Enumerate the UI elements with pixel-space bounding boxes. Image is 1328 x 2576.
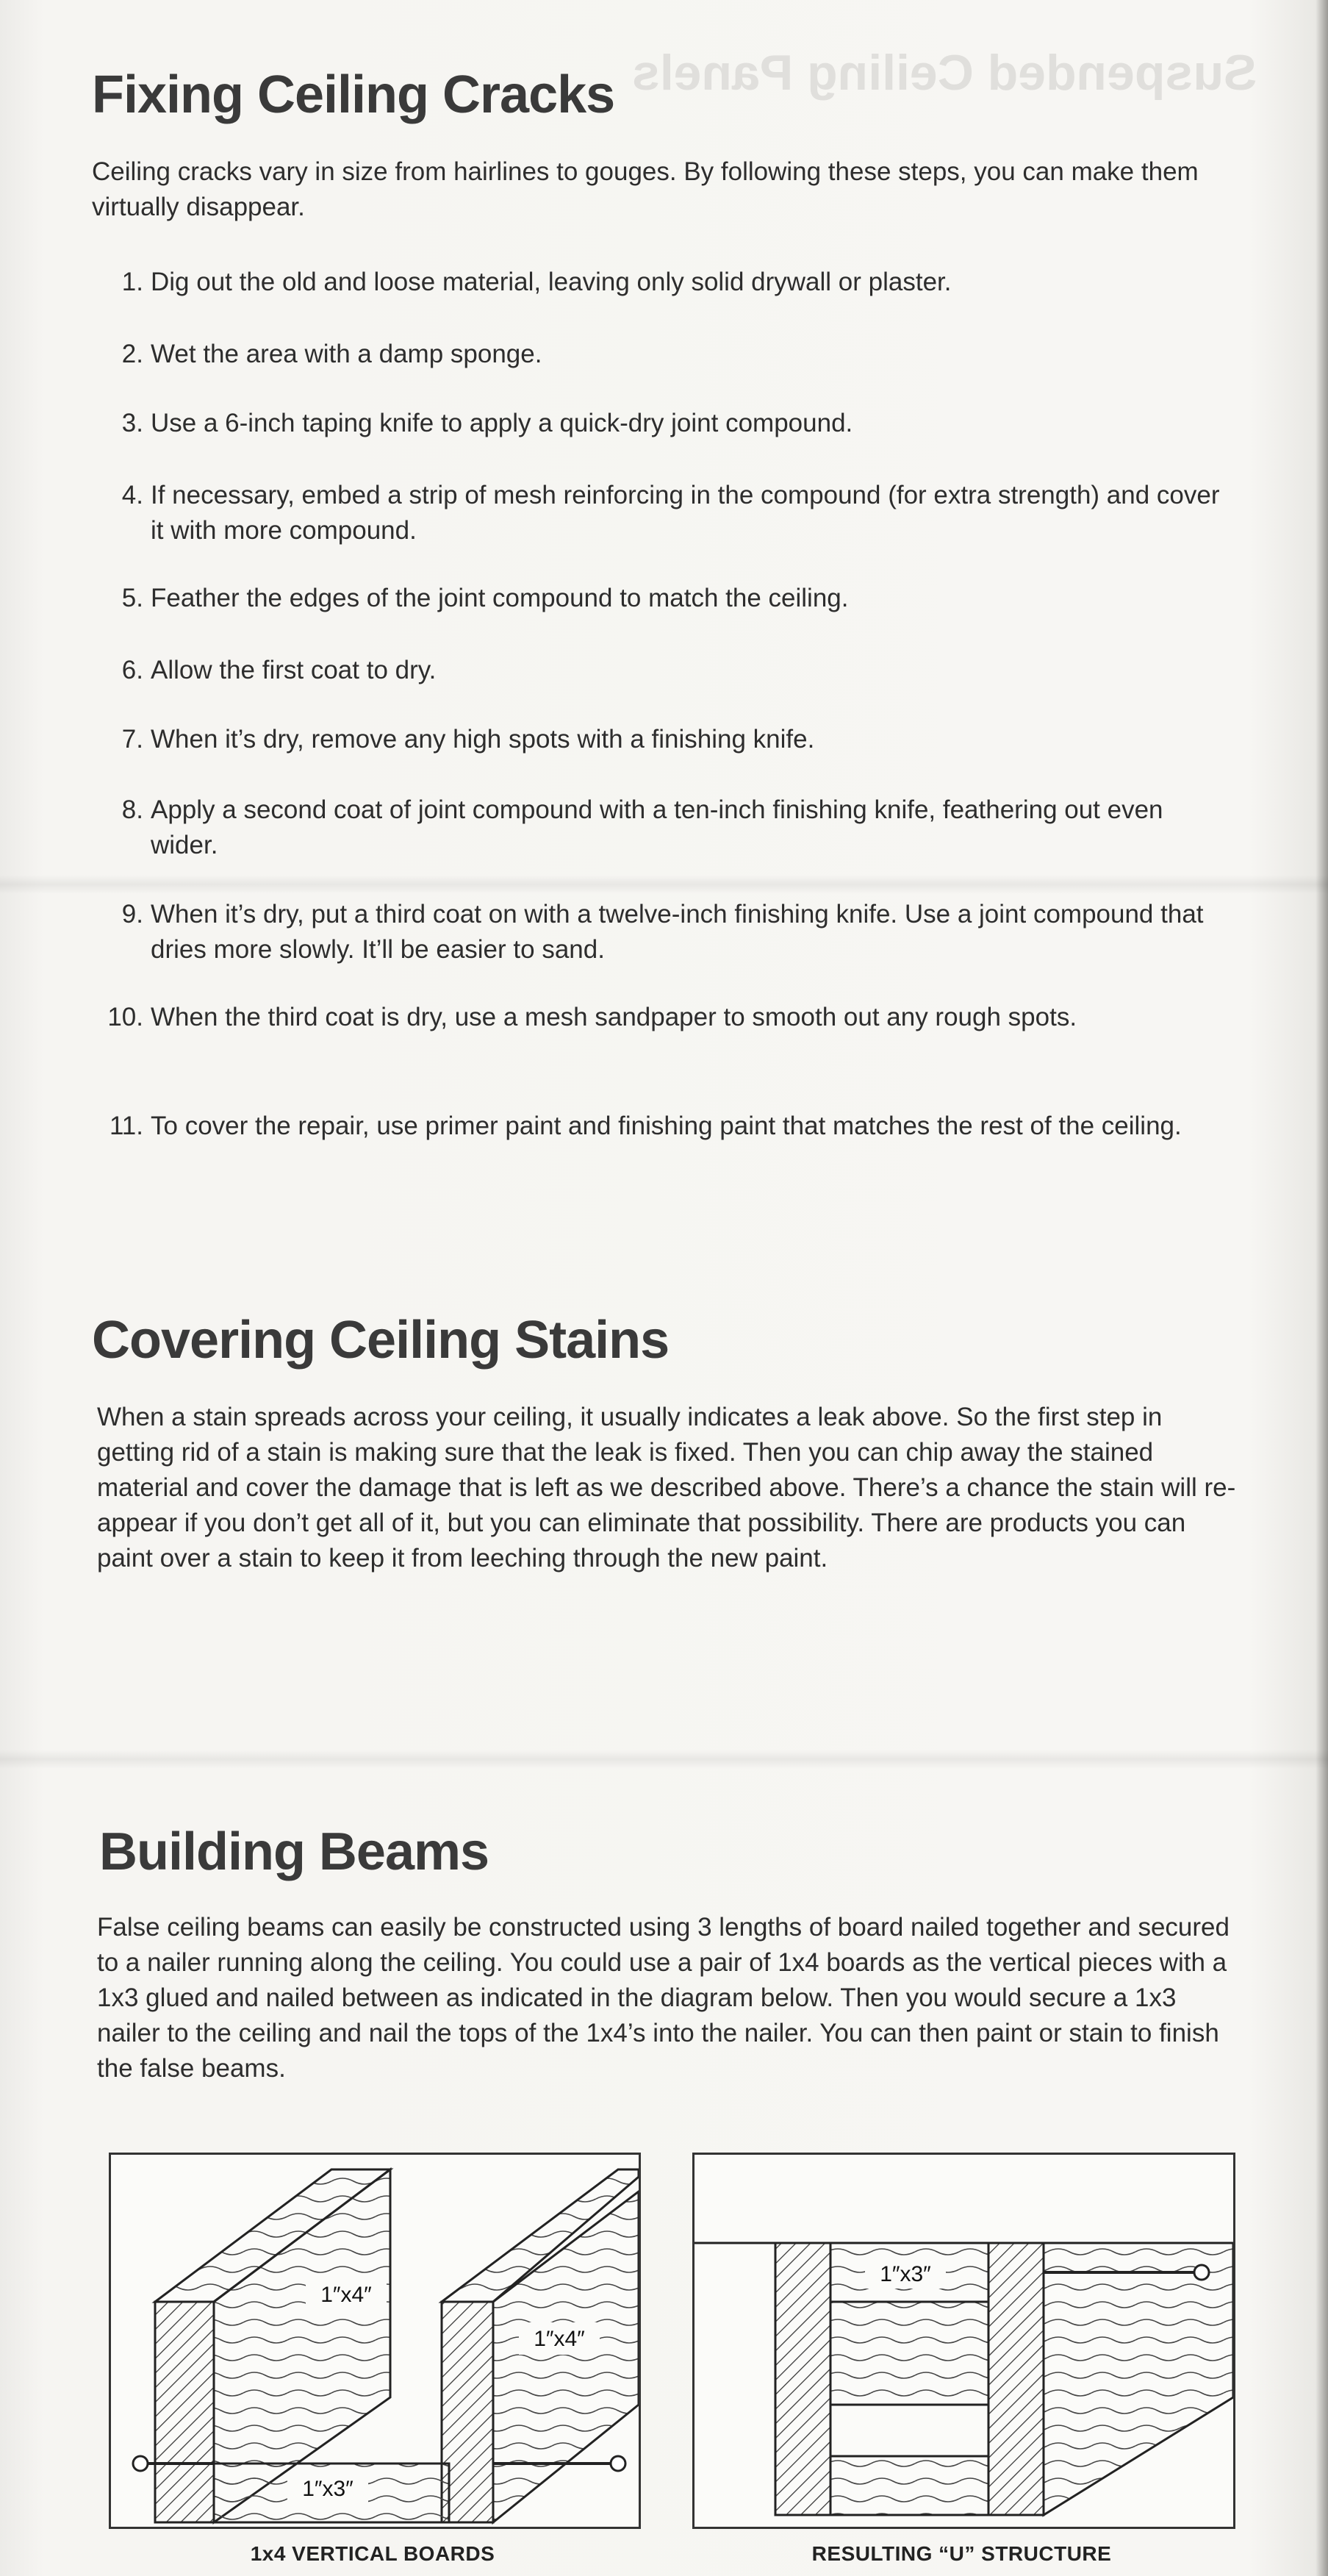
step-text: Feather the edges of the joint compound to match the ceiling.	[151, 584, 849, 612]
section-title: Covering Ceiling Stains	[92, 1311, 670, 1370]
step-item	[99, 1109, 1231, 1144]
step-item	[99, 406, 1231, 441]
step-text: Dig out the old and loose material, leaving only solid drywall or plaster.	[151, 268, 952, 296]
section-building-beams	[99, 1822, 1246, 1882]
step-number: 10.	[107, 1003, 143, 1031]
step-item	[99, 793, 1231, 863]
step-text: Wet the area with a damp sponge.	[151, 340, 542, 368]
step-item	[99, 478, 1231, 548]
label-1x3-nailer: 1″x3″	[880, 2262, 931, 2286]
step-text: If necessary, embed a strip of mesh reinforcing in the compound (for extra strength) and cover it with more compound.	[151, 481, 1220, 545]
label-1x4-right: 1″x4″	[534, 2327, 585, 2351]
step-item	[99, 897, 1231, 967]
beam-diagram-right	[694, 2155, 1233, 2527]
step-item	[99, 581, 1231, 616]
label-1x3: 1″x3″	[302, 2477, 353, 2501]
figure-vertical-boards	[109, 2153, 641, 2529]
figure-caption-right: RESULTING “U” STRUCTURE	[811, 2542, 1112, 2565]
label-1x4-left: 1″x4″	[320, 2283, 372, 2307]
figure-caption-left: 1x4 VERTICAL BOARDS	[250, 2542, 495, 2565]
section-fixing-cracks	[92, 65, 1238, 125]
step-text: Use a 6-inch taping knife to apply a quick-dry joint compound.	[151, 409, 853, 437]
step-text: To cover the repair, use primer paint and finishing paint that matches the rest of the ceiling.	[151, 1112, 1182, 1140]
step-item	[99, 337, 1231, 372]
bleed-through-heading: Suspended Ceiling Panels	[632, 45, 1257, 101]
step-item	[99, 265, 1231, 300]
fixing-intro	[92, 154, 1238, 225]
beams-paragraph: False ceiling beams can easily be constructed using 3 lengths of board nailed together and secured to a nailer running along the ceiling. You could use a pair of 1x4 boards as the vertical pieces with a 1x3 glued and nailed between as indicated in the diagram below. Then you would secure a 1x3 nailer to the ceiling and nail the tops of the 1x4’s into the nailer. You can then paint or stain to finish the false beams.	[97, 1913, 1230, 2083]
step-item	[99, 722, 1231, 757]
section-covering-stains	[92, 1310, 1238, 1370]
section-title: Fixing Ceiling Cracks	[92, 65, 615, 124]
step-text: When it’s dry, put a third coat on with a twelve-inch finishing knife. Use a joint compound that dries more slowly. It’ll be easier to sand.	[151, 900, 1204, 964]
step-text: Apply a second coat of joint compound with a ten-inch finishing knife, feathering out even wider.	[151, 795, 1163, 859]
step-item	[99, 653, 1231, 688]
step-number: 5.	[121, 584, 143, 612]
step-number: 1.	[121, 268, 143, 296]
beam-diagram-left	[111, 2155, 639, 2527]
step-number: 2.	[121, 340, 143, 368]
step-number: 4.	[121, 481, 143, 509]
fold-line	[0, 875, 1328, 894]
figure-u-structure	[692, 2153, 1235, 2529]
step-number: 6.	[121, 656, 143, 684]
section-title: Building Beams	[99, 1822, 489, 1881]
beams-body	[97, 1910, 1243, 2086]
step-text: Allow the first coat to dry.	[151, 656, 437, 684]
fold-line	[0, 1750, 1328, 1769]
step-text: When it’s dry, remove any high spots with a finishing knife.	[151, 725, 815, 754]
step-item	[99, 1000, 1231, 1035]
stains-body	[97, 1400, 1243, 1576]
step-number: 9.	[121, 900, 143, 929]
intro-paragraph: Ceiling cracks vary in size from hairlines to gouges. By following these steps, you can make them virtually disappear.	[92, 157, 1199, 221]
step-number: 11.	[109, 1112, 143, 1140]
stains-paragraph: When a stain spreads across your ceiling, it usually indicates a leak above. So the first step in getting rid of a stain is making sure that the leak is fixed. Then you can chip away the stained material and cover the damage that is left as we described above. There’s a chance the stain will re-appear if you don’t get all of it, but you can eliminate that possibility. There are products you can paint over a stain to keep it from leeching through the new paint.	[97, 1403, 1236, 1573]
step-text: When the third coat is dry, use a mesh sandpaper to smooth out any rough spots.	[151, 1003, 1077, 1031]
step-number: 3.	[121, 409, 143, 437]
step-number: 8.	[121, 795, 143, 824]
step-number: 7.	[121, 725, 143, 754]
